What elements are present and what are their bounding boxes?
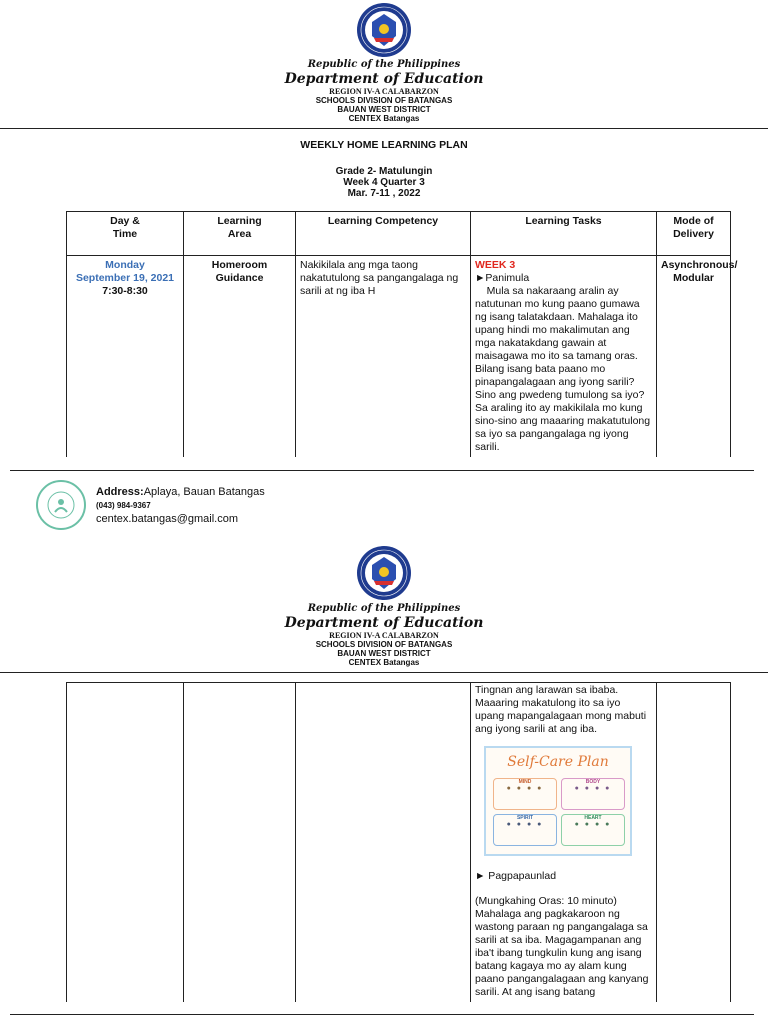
section-body [561, 778, 625, 810]
body-icons: ● ● ● ● [574, 785, 612, 792]
footer-divider [10, 470, 754, 471]
region-text: REGION IV-A CALABARZON [329, 631, 439, 640]
task-heading: ►Panimula [475, 272, 530, 284]
col-header-learning-area: Learning Area [184, 212, 296, 256]
section-spirit [493, 814, 557, 846]
republic-text: Republic of the Philippines [307, 59, 461, 70]
table-header-row [67, 212, 731, 256]
cell-day-time [67, 683, 184, 1003]
cell-competency [296, 683, 471, 1003]
task-text: Mula sa nakaraang aralin ay natutunan mo kung paano gumawa ng isang talatakdaan. Mahalaga ito upang hindi mo makalimutan ang mga nakatakdang gawain at maisagawa mo ito sa tamang oras. Bilang isang bata paano mo pinapangalagaan ang iyong sarili? Sino ang pwedeng tumulong sa iyo?Sa araling ito ay makikilala mo kung sino-sino ang maaaring makatutulong sa iyo sa pangangalaga ng iyong sarili. [475, 285, 654, 453]
learning-plan-table [66, 211, 738, 457]
section-mind-label: MIND [518, 779, 532, 785]
division-text: SCHOOLS DIVISION OF BATANGAS [315, 640, 453, 649]
day-label: Monday [105, 259, 145, 271]
republic-text: Republic of the Philippines [307, 603, 461, 614]
address-label: Address: [96, 486, 144, 498]
letterhead-page2 [0, 603, 768, 667]
look-text: Tingnan ang larawan sa ibaba. Maaaring makatulong ito sa iyo upang mapangalagaan mong mabuti ang iyong sarili at ang iba. [475, 684, 647, 735]
plan-title-block [0, 139, 768, 199]
time-label: 7:30-8:30 [102, 285, 148, 297]
centex-logo [36, 480, 86, 530]
cell-competency: Nakikilala ang mga taong nakatutulong sa pangangalaga ng sarili at ng iba H [296, 256, 471, 458]
phone-number: (043) 984-9367 [96, 501, 151, 510]
section-heart [561, 814, 625, 846]
department-title: Department of Education [284, 71, 484, 87]
cell-learning-area [184, 683, 296, 1003]
header-divider [0, 128, 768, 129]
section-mind [493, 778, 557, 810]
spirit-icons: ● ● ● ● [506, 821, 544, 828]
section-body-label: BODY [585, 779, 601, 785]
district-text: BAUAN WEST DISTRICT [337, 105, 431, 114]
table-row [67, 256, 731, 458]
section-spirit-label: SPIRIT [516, 815, 534, 821]
mind-icons: ● ● ● ● [506, 785, 544, 792]
address-value: Aplaya, Bauan Batangas [143, 486, 265, 498]
cell-tasks [471, 256, 657, 458]
col-header-tasks: Learning Tasks [471, 212, 657, 256]
school-text: CENTEX Batangas [348, 114, 420, 123]
develop-heading: ► Pagpapaunlad [475, 870, 557, 882]
deped-seal-page2 [356, 545, 412, 601]
week-label: WEEK 3 [475, 259, 516, 271]
school-text: CENTEX Batangas [348, 658, 420, 667]
cell-learning-area: Homeroom Guidance [184, 256, 296, 458]
cell-mode: Asynchronous/ Modular [657, 256, 731, 458]
district-text: BAUAN WEST DISTRICT [337, 649, 431, 658]
self-care-plan-title: Self-Care Plan [507, 754, 609, 770]
self-care-plan-image [484, 746, 632, 856]
plan-dates: Mar. 7-11 , 2022 [347, 188, 421, 199]
region-text: REGION IV-A CALABARZON [329, 87, 439, 96]
plan-grade: Grade 2- Matulungin [335, 166, 433, 177]
deped-seal [356, 2, 412, 58]
school-footer [36, 480, 336, 530]
date-label: September 19, 2021 [75, 272, 175, 284]
cell-day-time [67, 256, 184, 458]
col-header-mode: Mode of Delivery [657, 212, 731, 256]
plan-title: WEEKLY HOME LEARNING PLAN [300, 139, 468, 151]
cell-mode [657, 683, 731, 1003]
col-header-day-time: Day & Time [67, 212, 184, 256]
header-divider-page2 [0, 672, 768, 673]
heart-icons: ● ● ● ● [574, 821, 612, 828]
develop-text: (Mungkahing Oras: 10 minuto) Mahalaga ang pagkakaroon ng wastong paraan ng pangangalaga sa sarili at sa iba. Magagampanan ang iba't ibang tungkulin kung ang isang batang kagaya mo ay alam kung paano pangangalagaan ang kanyang sarili. At ang isang batang [475, 895, 649, 998]
section-heart-label: HEART [584, 815, 602, 821]
email-address: centex.batangas@gmail.com [96, 513, 239, 525]
plan-week-quarter: Week 4 Quarter 3 [343, 177, 425, 188]
col-header-competency: Learning Competency [296, 212, 471, 256]
centex-logo-icon [38, 482, 84, 528]
division-text: SCHOOLS DIVISION OF BATANGAS [315, 96, 453, 105]
letterhead [0, 59, 768, 123]
department-title: Department of Education [284, 615, 484, 631]
bottom-divider [10, 1014, 754, 1015]
footer-contact [96, 485, 265, 527]
